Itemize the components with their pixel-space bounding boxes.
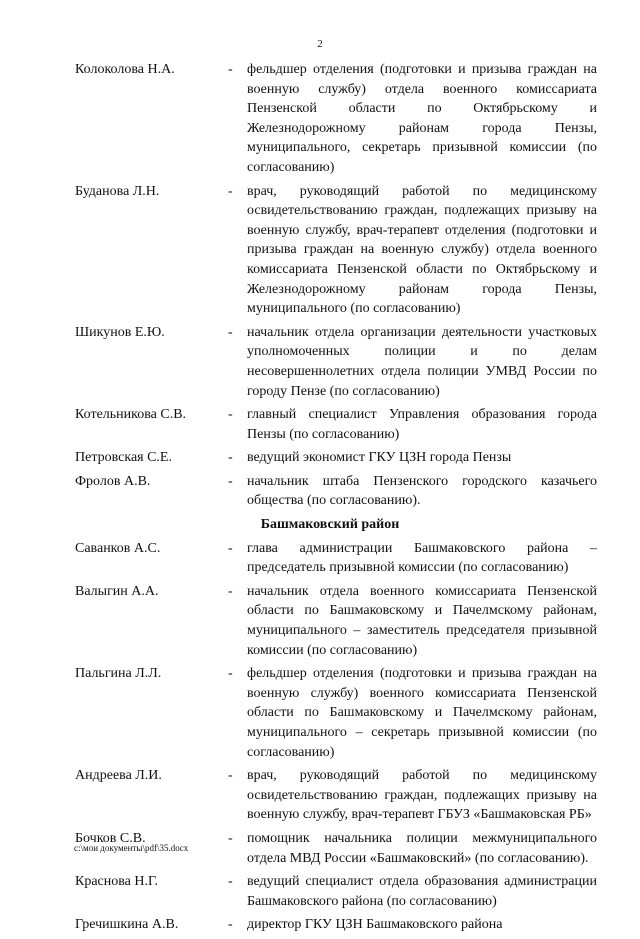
group-city-commission	[0, 60, 640, 511]
page-number: 2	[317, 38, 323, 50]
member-name: Гречишкина А.В.	[75, 917, 179, 933]
dash-separator: -	[228, 666, 233, 682]
commission-member-list	[0, 60, 640, 939]
dash-separator: -	[228, 407, 233, 423]
section-heading: Башмаковский район	[260, 517, 400, 533]
member-name: Шикунов Е.Ю.	[75, 324, 165, 340]
member-name: Петровская С.Е.	[75, 450, 172, 466]
dash-separator: -	[228, 540, 233, 556]
member-position: директор ГКУ ЦЗН Башмаковского района	[247, 917, 503, 933]
dash-separator: -	[228, 917, 233, 933]
list-item	[0, 915, 640, 935]
member-position: начальник штаба Пензенского городского казачьего общества (по согласованию).	[247, 473, 597, 509]
dash-separator: -	[228, 874, 233, 890]
member-position: фельдшер отделения (подготовки и призыва граждан на военную службу) военного комиссариата Пензенской области по Башмаковскому и Пачелмскому районам, муниципального – секретарь призывной комиссии (по согласованию)	[247, 666, 597, 760]
dash-separator: -	[228, 768, 233, 784]
member-position: врач, руководящий работой по медицинскому освидетельствованию граждан, подлежащих призыву на военную службу, врач-терапевт ГБУЗ «Башмаковская РБ»	[247, 768, 597, 823]
list-item	[0, 872, 640, 911]
group-bashmakovsky-district	[0, 515, 640, 935]
dash-separator: -	[228, 324, 233, 340]
member-position: глава администрации Башмаковского района – председатель призывной комиссии (по согласованию)	[247, 540, 597, 576]
dash-separator: -	[228, 62, 233, 77]
list-item	[0, 664, 640, 762]
dash-separator: -	[228, 473, 233, 489]
list-item	[0, 60, 640, 178]
dash-separator: -	[228, 583, 233, 599]
member-name: Валыгин А.А.	[75, 583, 159, 599]
list-item	[0, 323, 640, 401]
member-position: ведущий экономист ГКУ ЦЗН города Пензы	[247, 450, 512, 466]
member-name: Фролов А.В.	[75, 473, 151, 489]
member-name: Пальгина Л.Л.	[75, 666, 162, 682]
member-name: Краснова Н.Г.	[75, 874, 159, 890]
member-name: Котельникова С.В.	[75, 407, 187, 423]
member-name: Колоколова Н.А.	[75, 62, 175, 77]
list-item	[0, 405, 640, 444]
member-position: начальник отдела организации деятельности участковых уполномоченных полиции и по делам несовершеннолетних отдела полиции УМВД России по городу Пензе (по согласованию)	[247, 324, 597, 399]
member-name: Бочков С.В.	[75, 830, 146, 846]
member-name: Саванков А.С.	[75, 540, 161, 556]
member-position: помощник начальника полиции межмуниципального отдела МВД России «Башмаковский» (по согласованию).	[247, 830, 597, 866]
member-name: Андреева Л.И.	[75, 768, 162, 784]
member-position: врач, руководящий работой по медицинскому освидетельствованию граждан, подлежащих призыву на военную службу, врач-терапевт отделения (подготовки и призыва граждан на военную службу) отдела военного комиссариата Пензенской области по Октябрьскому и Железнодорожному районам города Пензы, муниципального (по согласованию)	[247, 183, 597, 317]
list-item	[0, 766, 640, 825]
member-position: ведущий специалист отдела образования администрации Башмаковского района (по согласованию)	[247, 874, 597, 909]
member-position: фельдшер отделения (подготовки и призыва граждан на военную службу) отдела военного комиссариата Пензенской области по Октябрьскому и Железнодорожному районам города Пензы, муниципального, секретарь призывной комиссии (по согласованию)	[247, 62, 597, 175]
dash-separator: -	[228, 183, 233, 199]
dash-separator: -	[228, 450, 233, 466]
footer-file-path: c:\мои документы\pdf\35.docx	[74, 843, 189, 853]
member-position: начальник отдела военного комиссариата Пензенской области по Башмаковскому и Пачелмскому районам, муниципального – заместитель председателя призывной комиссии (по согласованию)	[247, 583, 597, 658]
list-item	[0, 448, 640, 468]
list-item	[0, 539, 640, 578]
member-position: главный специалист Управления образования города Пензы (по согласованию)	[247, 407, 597, 442]
list-item	[0, 582, 640, 660]
list-item	[0, 472, 640, 511]
list-item	[0, 182, 640, 319]
dash-separator: -	[228, 830, 233, 846]
member-name: Буданова Л.Н.	[75, 183, 160, 199]
